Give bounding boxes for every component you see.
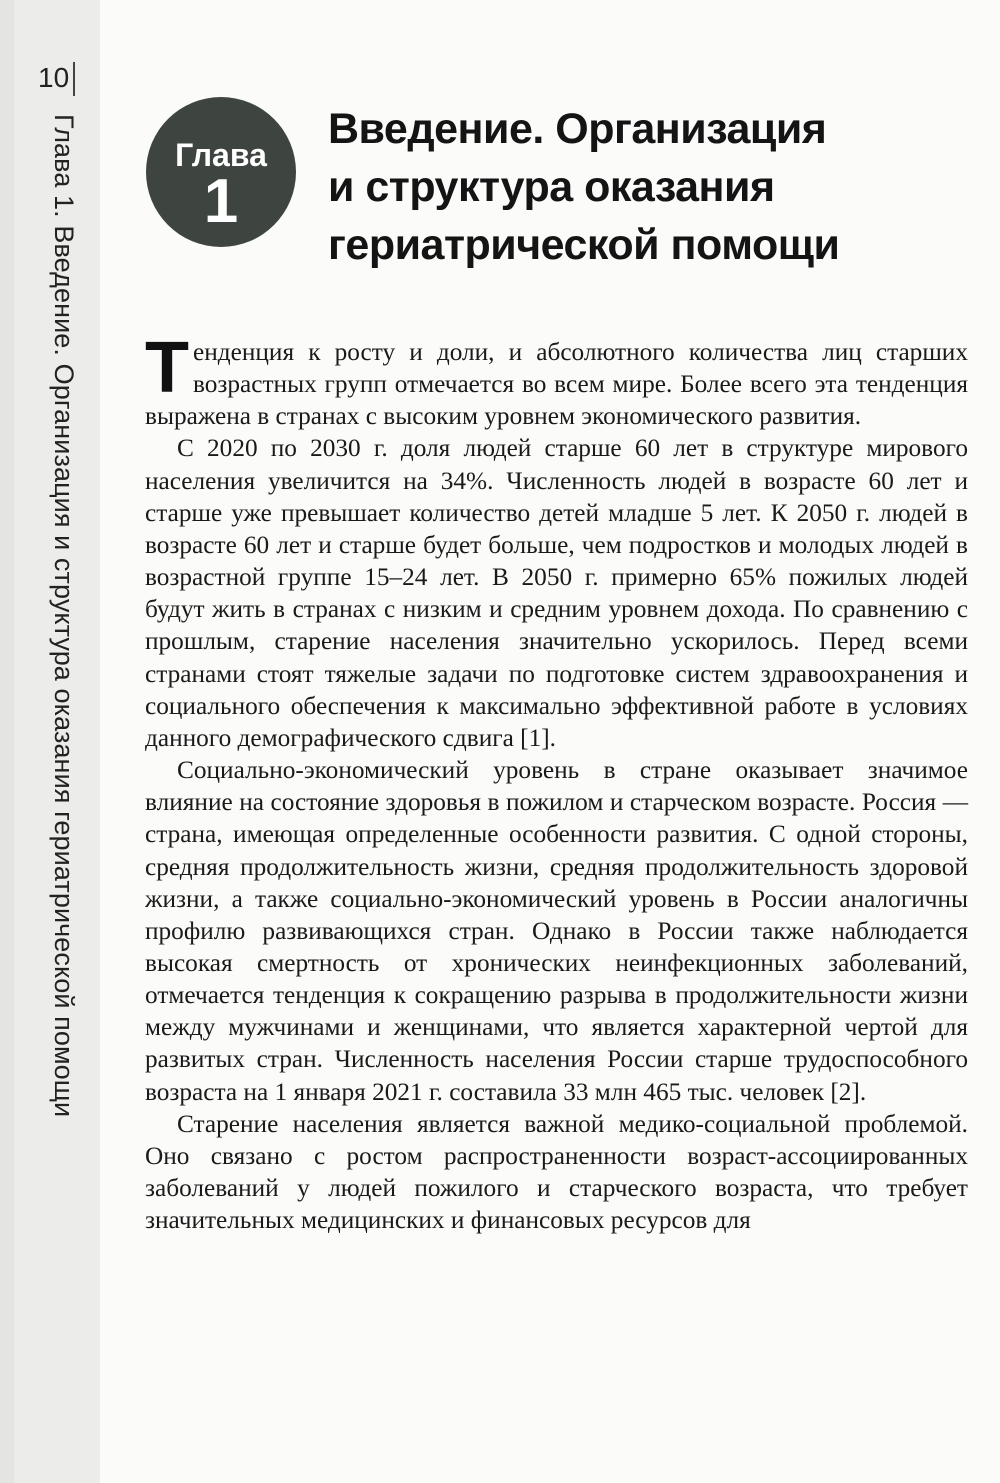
chapter-badge-number: 1 <box>203 167 239 236</box>
body-text <box>145 328 968 1236</box>
page-number-divider <box>73 62 75 96</box>
paragraph-3: Социально-экономический уровень в стране оказывает значимое влияние на состояние здоровья в пожилом и старческом возрасте. Россия — страна, имеющая определенные особенности развития. С одной стороны, средняя продолжительность жизни, средняя продолжительность здоровой жизни, а также социально-экономический уровень в России аналогичны профилю развивающихся стран. Однако в России также наблюдается высокая смертность от хронических неинфекционных заболеваний, отмечается тенденция к сокращению разрыва в продолжительности жизни между мужчинами и женщинами, что является характерной чертой для развитых стран. Численность населения России старше трудоспособного возраста на 1 января 2021 г. составила 33 млн 465 тыс. человек [2]. <box>145 756 968 1106</box>
paragraph-1 <box>145 328 968 432</box>
chapter-badge-word: Глава <box>175 137 267 173</box>
drop-cap: Т <box>145 328 189 408</box>
running-head: Глава 1. Введение. Организация и структура оказания гериатрической помощи <box>49 114 79 1118</box>
paragraph-4: Старение населения является важной медико-социальной проблемой. Оно связано с ростом распространенности возраст-ассоциированных заболеваний у людей пожилого и старческого возраста, что требует значительных медицинских и финансовых ресурсов для <box>145 1109 968 1235</box>
paragraph-2: С 2020 по 2030 г. доля людей старше 60 лет в структуре мирового населения увеличится на 34%. Численность людей в возрасте 60 лет и старше уже превышает количество детей младше 5 лет. К 2050 г. людей в возрасте 60 лет и старше будет больше, чем подростков и молодых людей в возрастной группе 15–24 лет. В 2050 г. примерно 65% пожилых людей будут жить в странах с низким и средним уровнем дохода. По сравнению с прошлым, старение населения значительно ускорилось. Перед всеми странами стоят тяжелые задачи по подготовке систем здравоохранения и социального обеспечения к максимально эффективной работе в условиях данного демографического сдвига [1]. <box>145 434 968 752</box>
paragraph-1-text: енденция к росту и доли, и абсолютного количества лиц старших возрастных групп отмечается во всем мире. Более всего эта тенденция выражена в странах с высоким уровнем экономического развития. <box>145 338 968 431</box>
chapter-badge <box>146 97 296 247</box>
page-number: 10 <box>38 62 70 93</box>
page-edge <box>0 0 14 1483</box>
chapter-title: Введение. Организация и структура оказания гериатрической помощи <box>328 105 840 269</box>
